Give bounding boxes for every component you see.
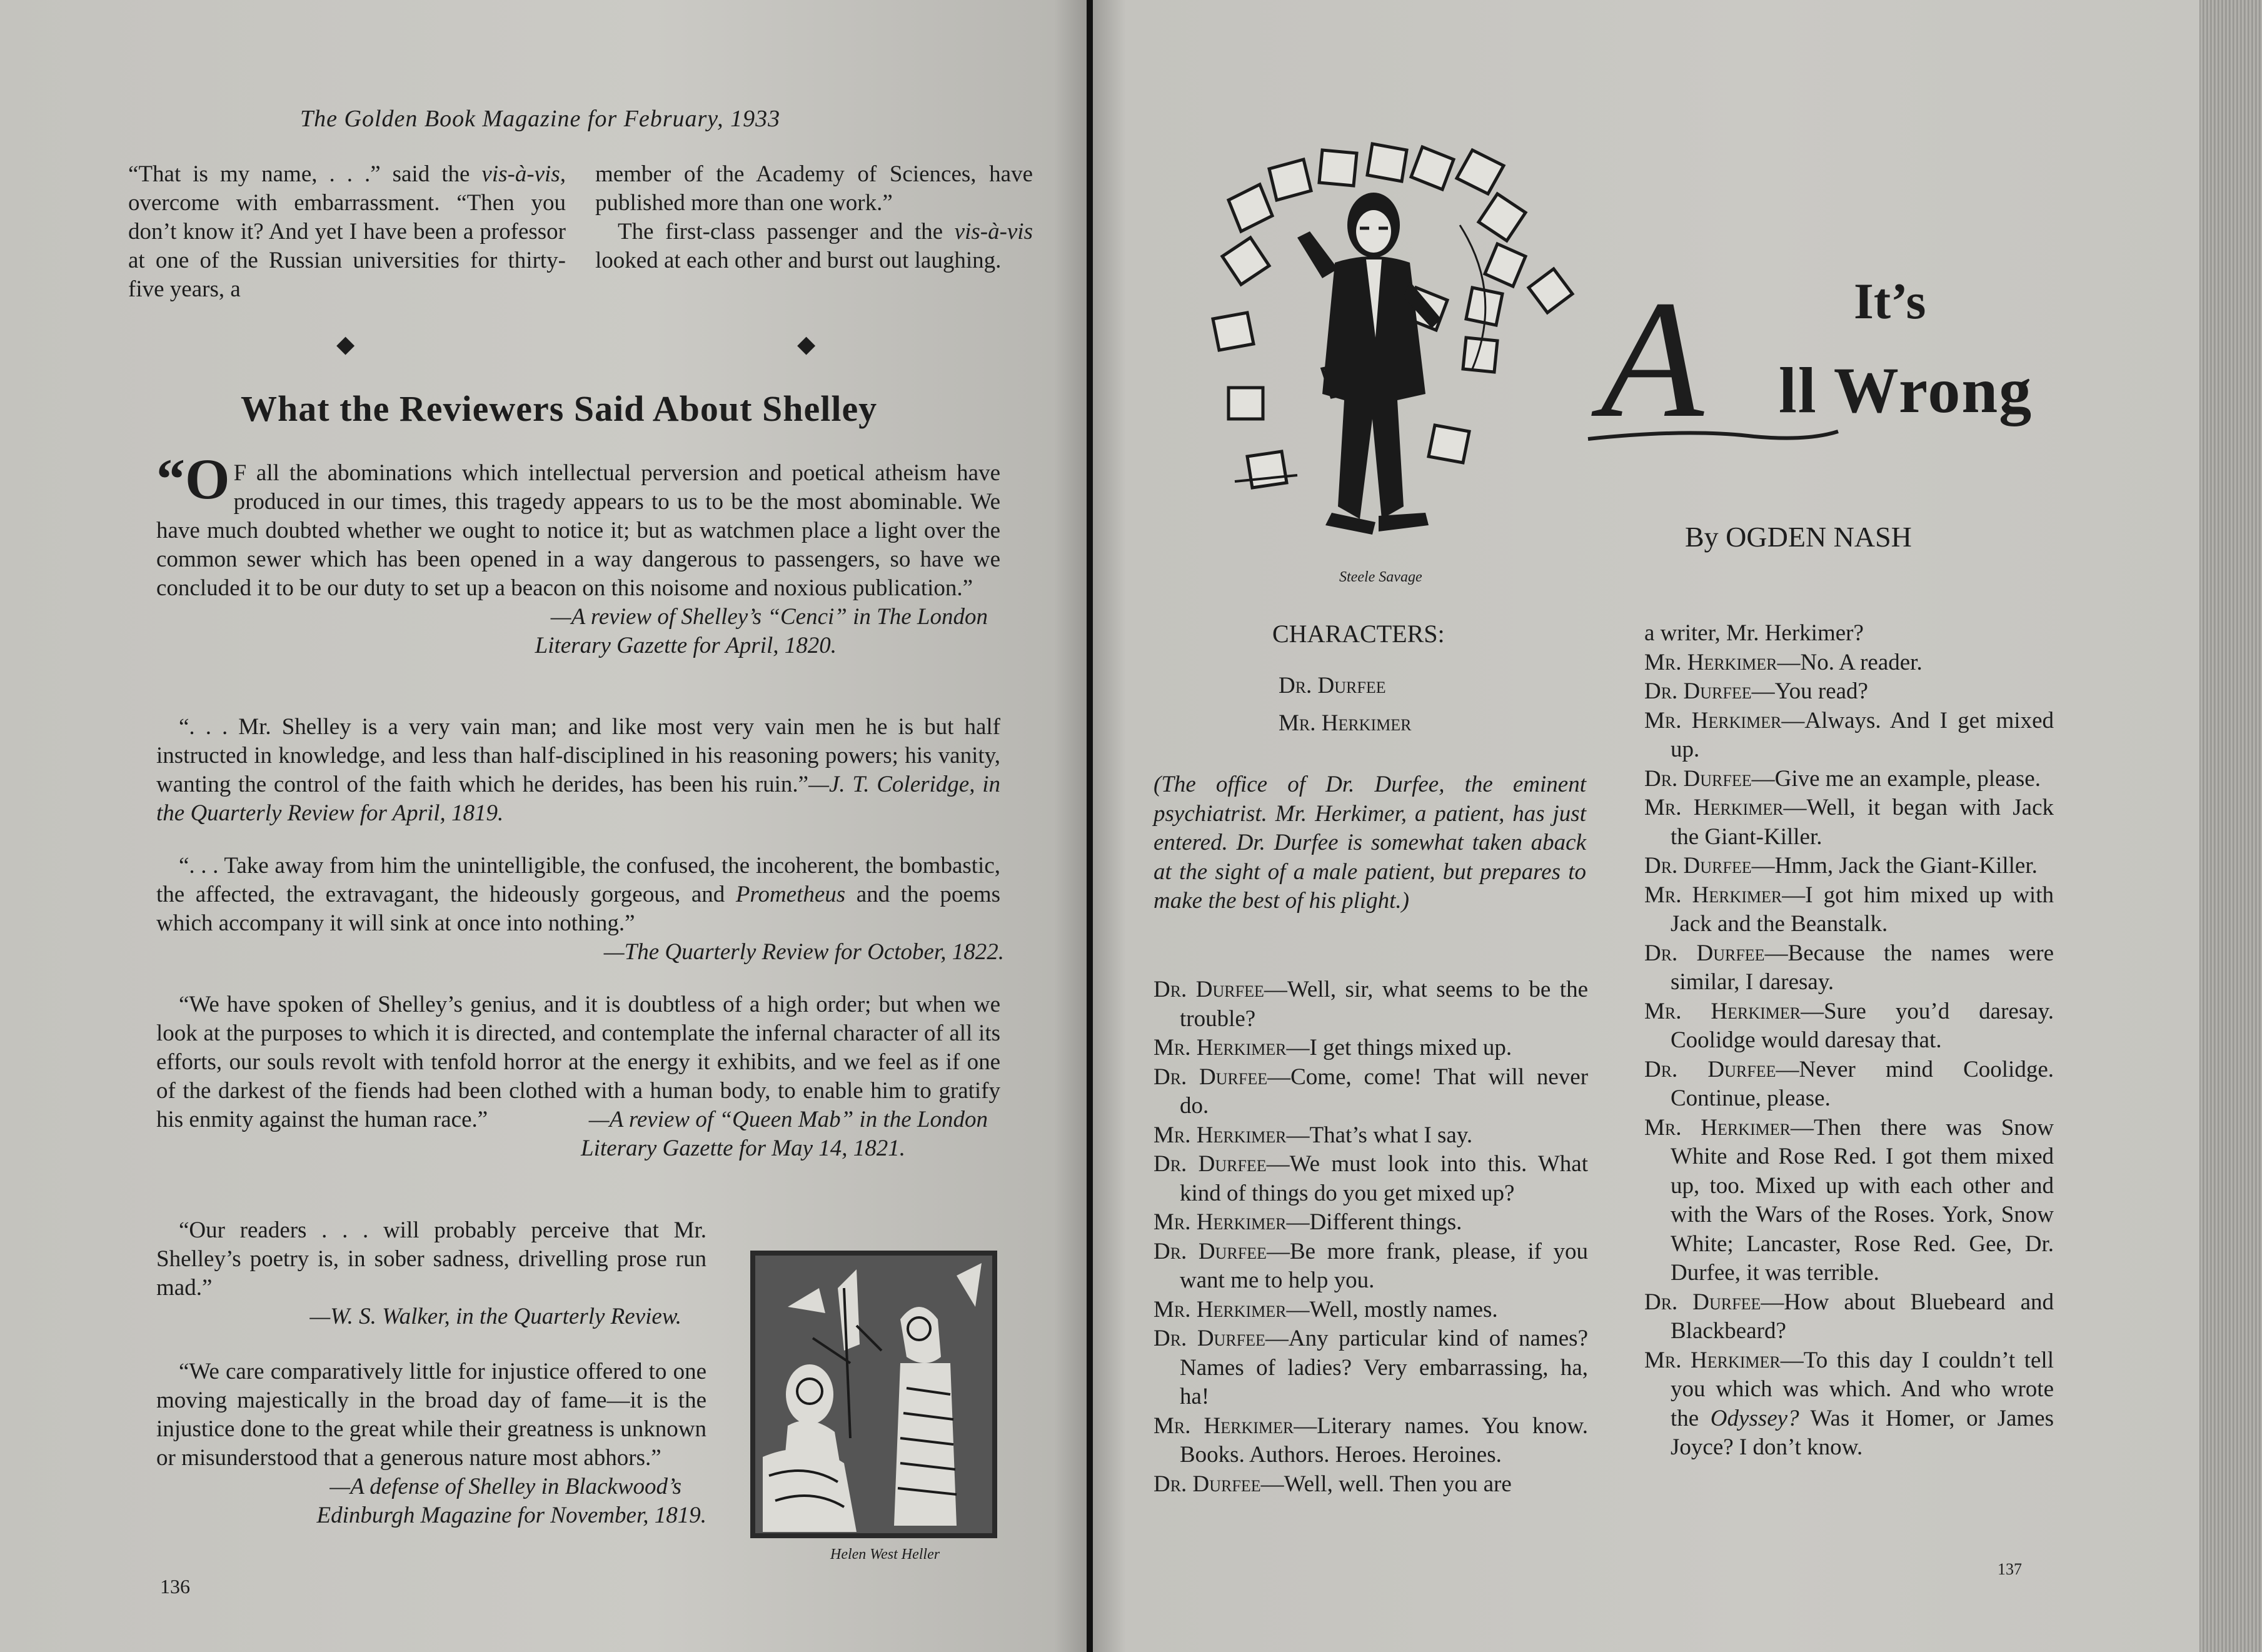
dialogue-line bbox=[1154, 1121, 1588, 1151]
drop-cap: “O bbox=[156, 447, 230, 511]
title-wrong: ll Wrong bbox=[1779, 355, 2033, 426]
dialogue-line bbox=[1644, 793, 2054, 852]
dialogue-text: —Never mind Coolidge. Continue, please. bbox=[1671, 1056, 2054, 1111]
dialogue-line bbox=[1644, 707, 2054, 765]
page-number: 136 bbox=[160, 1575, 190, 1598]
speaker-name: Dr. Durfee bbox=[1644, 1289, 1761, 1315]
dialogue-line bbox=[1154, 1208, 1588, 1237]
speaker-name: Mr. Herkimer bbox=[1154, 1122, 1287, 1148]
speaker-name: Dr. Durfee bbox=[1154, 977, 1264, 1002]
dialogue-text: —How about Bluebeard and Blackbeard? bbox=[1671, 1289, 2054, 1344]
dialogue-text: —Hmm, Jack the Giant-Killer. bbox=[1751, 853, 2038, 879]
dialogue-line: Mr. Herkimer—To this day I couldn’t tell you which was which. And who wrote the Odyssey? Was it Homer, or James Joyce? I don’t know. bbox=[1644, 1347, 2054, 1460]
review-cenci: “O F all the abominations which intellectual perversion and poetical atheism have produced in our times, this tragedy appears to us to be the most abominable. We have much doubted whether we ought to notice it; but as watchmen place a light over the common sewer which has been opened in a way dangerous to passengers, so have we concluded it to be our duty to set up a beacon on this noisome and noxious publication.” —A review of Shelley’s “Cenci” in The London Literary Gazette for April, 1820. bbox=[156, 447, 1000, 658]
section-title: What the Reviewers Said About Shelley bbox=[241, 388, 878, 429]
speaker-name: Dr. Durfee bbox=[1154, 1064, 1268, 1090]
dialogue-text: —Any particular kind of names? Names of ladies? Very embarrassing, ha, ha! bbox=[1180, 1326, 1588, 1409]
dialogue-line bbox=[1644, 997, 2054, 1055]
dialogue-line bbox=[1154, 1034, 1588, 1063]
dialogue-column-1 bbox=[1154, 975, 1588, 1499]
review-prometheus: “. . . Take away from him the unintelligible, the confused, the incoherent, the bombastic, the affected, the extravagant, the hideously gorgeous, and Prometheus and the poems which accompany it will sink at once into nothing.” —The Quarterly Review for October, 1822. bbox=[156, 853, 1004, 965]
speaker-name: Mr. Herkimer bbox=[1154, 1413, 1294, 1439]
speaker-name: Mr. Herkimer bbox=[1644, 1114, 1791, 1141]
dialogue-line bbox=[1154, 975, 1588, 1034]
intro-column-1: “That is my name, . . .” said the vis-à-vis, overcome with embarrassment. “Then you don’t know it? And yet I have been a professor at one of the Russian universities for thirty-five years, a bbox=[128, 161, 566, 302]
character-durfee: Dr. Durfee bbox=[1279, 673, 1386, 698]
continuation-line: a writer, Mr. Herkimer? bbox=[1644, 620, 1864, 646]
dialogue-text: —I get things mixed up. bbox=[1286, 1035, 1512, 1060]
dialogue-line bbox=[1154, 1412, 1588, 1470]
dialogue-text: —Well, mostly names. bbox=[1286, 1296, 1498, 1322]
dialogue-text: —Sure you’d daresay. Coolidge would daresay that. bbox=[1671, 998, 2054, 1053]
ornament-diamond: ◆ bbox=[797, 331, 816, 358]
speaker-name: Dr. Durfee bbox=[1154, 1326, 1265, 1351]
speaker-name: Dr. Durfee bbox=[1644, 1056, 1776, 1082]
speaker-name: Dr. Durfee bbox=[1644, 940, 1765, 966]
dialogue-text: —Be more frank, please, if you want me to help you. bbox=[1180, 1238, 1588, 1293]
speaker-name: Mr. Herkimer bbox=[1644, 882, 1782, 908]
review-walker: “Our readers . . . will probably perceive that Mr. Shelley’s poetry is, in sober sadness, drivelling prose run mad.” —W. S. Walker, in the Quarterly Review. bbox=[156, 1217, 706, 1329]
dialogue-line bbox=[1644, 1288, 2054, 1346]
speaker-name: Mr. Herkimer bbox=[1154, 1209, 1287, 1235]
intro-column-2: member of the Academy of Sciences, have published more than one work.” The first-class passenger and the vis-à-vis looked at each other and burst out laughing. bbox=[595, 161, 1033, 273]
speaker-name: Dr. Durfee bbox=[1154, 1151, 1267, 1177]
speaker-name: Mr. Herkimer bbox=[1644, 795, 1784, 820]
dialogue-line bbox=[1154, 1063, 1588, 1121]
dialogue-text: —No. A reader. bbox=[1777, 649, 1923, 675]
speaker-name: Mr. Herkimer bbox=[1154, 1296, 1287, 1322]
dialogue-line bbox=[1644, 677, 2054, 707]
dialogue-text: —We must look into this. What kind of things do you get mixed up? bbox=[1180, 1151, 1588, 1206]
byline: By OGDEN NASH bbox=[1685, 521, 1912, 553]
dialogue-line bbox=[1644, 1114, 2054, 1288]
review-coleridge: “. . . Mr. Shelley is a very vain man; and like most very vain men he is but half instructed in knowledge, and less than half-disciplined in his reasoning powers; his vanity, wanting the control of the faith which he derides, has been his ruin.”—J. T. Coleridge, in the Quarterly Review for April, 1819. bbox=[156, 714, 1001, 826]
illustration-credit: Helen West Heller bbox=[830, 1546, 940, 1563]
speaker-name: Mr. Herkimer bbox=[1644, 998, 1801, 1024]
speaker-name: Mr. Herkimer bbox=[1644, 649, 1777, 675]
dialogue-column-2 bbox=[1644, 619, 2054, 1463]
speaker-name: Mr. Herkimer bbox=[1154, 1035, 1287, 1060]
dialogue-line bbox=[1644, 881, 2054, 939]
dialogue-text: —Well, it began with Jack the Giant-Killer. bbox=[1671, 795, 2054, 850]
dialogue-text: —I got him mixed up with Jack and the Beanstalk. bbox=[1671, 882, 2054, 937]
dialogue-line bbox=[1154, 1324, 1588, 1412]
characters-heading: CHARACTERS: bbox=[1272, 620, 1445, 648]
review-queen-mab: “We have spoken of Shelley’s genius, and it is doubtless of a high order; but when we look at the purposes to which it is directed, and contemplate the infernal character of all its efforts, our souls revolt with tenfold horror at the energy it exhibits, and we feel as if one of the darkest of the fiends had been clothed with a human body, to enable him to gratify his enmity against the human race.” —A review of “Queen Mab” in the London Literary Gazette for May 14, 1821. bbox=[156, 992, 1000, 1161]
dialogue-text: —Then there was Snow White and Rose Red. I got them mixed up, too. Mixed up with each other and with the Wars of the Roses. York, Snow White; Lancaster, Rose Red. Gee, Dr. Durfee, it was terrible. bbox=[1671, 1114, 2054, 1286]
dialogue-text: —That’s what I say. bbox=[1286, 1122, 1473, 1148]
speaker-name: Mr. Herkimer bbox=[1644, 707, 1782, 733]
speaker-name: Dr. Durfee bbox=[1644, 765, 1752, 792]
dialogue-line bbox=[1644, 852, 2054, 881]
illustration-credit-right: Steele Savage bbox=[1339, 569, 1422, 585]
title-initial-a: A bbox=[1601, 266, 1704, 453]
dialogue-text: —Well, well. Then you are bbox=[1260, 1471, 1512, 1497]
speaker-name: Dr. Durfee bbox=[1644, 853, 1752, 879]
man-with-books-illustration bbox=[1210, 131, 1607, 563]
dialogue-text: —Give me an example, please. bbox=[1751, 765, 2041, 792]
stage-direction: (The office of Dr. Durfee, the eminent psychiatrist. Mr. Herkimer, a patient, has just entered. Dr. Durfee is somewhat taken aback at the sight of a male patient, but prepares to make the best of his plight.) bbox=[1154, 772, 1586, 914]
dialogue-text: —Well, sir, what seems to be the trouble? bbox=[1180, 977, 1589, 1032]
page-number-right: 137 bbox=[1998, 1560, 2022, 1578]
dialogue-text: —You read? bbox=[1751, 678, 1868, 704]
book-spine bbox=[1087, 0, 1093, 1652]
dialogue-text: —Always. And I get mixed up. bbox=[1671, 707, 2054, 762]
dialogue-line bbox=[1644, 648, 2054, 678]
speaker-name: Dr. Durfee bbox=[1644, 678, 1752, 704]
running-header: The Golden Book Magazine for February, 1933 bbox=[300, 106, 781, 132]
dialogue-text: —Literary names. You know. Books. Authors. Heroes. Heroines. bbox=[1180, 1413, 1588, 1468]
dialogue-line bbox=[1154, 1470, 1588, 1499]
dialogue-text: —Different things. bbox=[1286, 1209, 1462, 1235]
woodcut-illustration bbox=[750, 1251, 997, 1538]
dialogue-text: —Come, come! That will never do. bbox=[1180, 1064, 1589, 1119]
dialogue-line bbox=[1644, 1055, 2054, 1114]
dialogue-line bbox=[1644, 765, 2054, 794]
dialogue-text: —Because the names were similar, I daresay. bbox=[1671, 940, 2054, 995]
dialogue-line bbox=[1154, 1296, 1588, 1325]
title-its: It’s bbox=[1854, 273, 1926, 330]
character-herkimer: Mr. Herkimer bbox=[1279, 710, 1412, 736]
dialogue-line bbox=[1154, 1150, 1588, 1208]
dialogue-line bbox=[1154, 1237, 1588, 1296]
review-blackwoods: “We care comparatively little for injustice offered to one moving majestically in the broad day of fame—it is the injustice done to the great while their greatness is unknown or misunderstood that a generous nature most abhors.” —A defense of Shelley in Blackwood’s Edinburgh Magazine for November, 1819. bbox=[156, 1359, 706, 1528]
ornament-diamond: ◆ bbox=[336, 331, 355, 358]
dialogue-line bbox=[1644, 939, 2054, 997]
speaker-name: Dr. Durfee bbox=[1154, 1238, 1267, 1264]
page-edges bbox=[2199, 0, 2262, 1652]
speaker-name: Dr. Durfee bbox=[1154, 1471, 1261, 1497]
